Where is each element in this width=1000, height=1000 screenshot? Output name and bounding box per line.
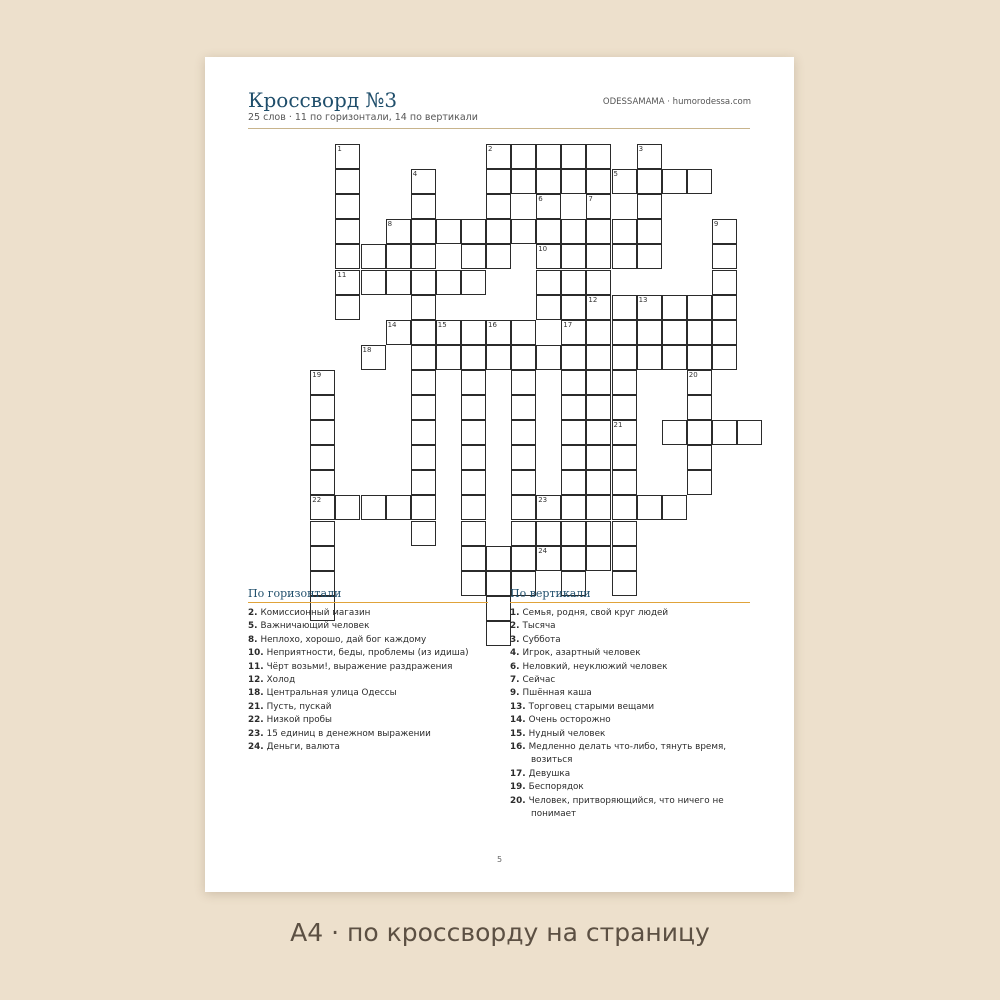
crossword-cell[interactable] <box>612 169 637 194</box>
crossword-cell[interactable] <box>561 270 586 295</box>
crossword-cell[interactable] <box>536 546 561 571</box>
clue-text: Пшённая каша <box>522 688 592 699</box>
crossword-cell[interactable] <box>411 295 436 320</box>
crossword-cell[interactable] <box>637 144 662 169</box>
across-clue <box>248 647 488 660</box>
crossword-cell[interactable] <box>712 244 737 269</box>
clue-text: Пусть, пускай <box>266 701 332 712</box>
clue-number-label: 11. <box>248 661 267 672</box>
crossword-cell[interactable] <box>712 420 737 445</box>
down-clue <box>510 607 750 620</box>
crossword-cell[interactable] <box>687 370 712 395</box>
clue-number-label: 4. <box>510 648 523 659</box>
clue-number: 7 <box>588 195 593 204</box>
clue-text: Беспорядок <box>528 782 584 793</box>
crossword-cell[interactable] <box>335 495 360 520</box>
crossword-cell[interactable] <box>411 445 436 470</box>
down-clue <box>510 687 750 700</box>
crossword-cell[interactable] <box>561 395 586 420</box>
crossword-cell[interactable] <box>612 395 637 420</box>
crossword-cell[interactable] <box>637 194 662 219</box>
crossword-cell[interactable] <box>561 219 586 244</box>
across-clue <box>248 701 488 714</box>
crossword-cell[interactable] <box>687 169 712 194</box>
crossword-cell[interactable] <box>586 470 611 495</box>
down-clue <box>510 674 750 687</box>
down-heading: По вертикали <box>510 587 750 603</box>
across-clue <box>248 728 488 741</box>
crossword-cell[interactable] <box>536 270 561 295</box>
clue-text: Сейчас <box>522 675 556 686</box>
down-clue <box>510 781 750 794</box>
clue-number: 22 <box>312 496 322 505</box>
crossword-cell[interactable] <box>612 295 637 320</box>
crossword-cell[interactable] <box>411 270 436 295</box>
crossword-cell[interactable] <box>662 345 687 370</box>
crossword-cell[interactable] <box>687 345 712 370</box>
crossword-cell[interactable] <box>561 420 586 445</box>
crossword-cell[interactable] <box>361 270 386 295</box>
crossword-cell[interactable] <box>536 169 561 194</box>
crossword-cell[interactable] <box>411 320 436 345</box>
crossword-cell[interactable] <box>335 169 360 194</box>
crossword-cell[interactable] <box>637 495 662 520</box>
crossword-cell[interactable] <box>561 295 586 320</box>
crossword-cell[interactable] <box>561 521 586 546</box>
clue-number: 10 <box>538 245 548 254</box>
crossword-cell[interactable] <box>486 546 511 571</box>
clue-text: 15 единиц в денежном выражении <box>266 728 431 739</box>
crossword-cell[interactable] <box>511 169 536 194</box>
across-clue-list <box>248 607 488 754</box>
clue-number-label: 1. <box>510 608 523 618</box>
clue-text: Тысяча <box>522 621 556 632</box>
crossword-cell[interactable] <box>411 370 436 395</box>
clue-number-label: 6. <box>510 661 523 672</box>
clue-number-label: 17. <box>510 768 529 779</box>
down-clue <box>510 795 750 822</box>
clue-text: Важничающий человек <box>260 621 370 632</box>
crossword-cell[interactable] <box>637 295 662 320</box>
down-clue <box>510 768 750 781</box>
crossword-cell[interactable] <box>612 521 637 546</box>
crossword-cell[interactable] <box>586 144 611 169</box>
crossword-cell[interactable] <box>436 345 461 370</box>
clue-number: 6 <box>538 195 543 204</box>
crossword-cell[interactable] <box>511 395 536 420</box>
crossword-cell[interactable] <box>511 144 536 169</box>
down-clue <box>510 728 750 741</box>
crossword-cell[interactable] <box>561 445 586 470</box>
down-clue <box>510 661 750 674</box>
clue-number: 24 <box>538 546 548 555</box>
crossword-cell[interactable] <box>461 445 486 470</box>
down-clue-list <box>510 607 750 822</box>
crossword-cell[interactable] <box>436 270 461 295</box>
clue-number-label: 5. <box>248 621 261 632</box>
crossword-cell[interactable] <box>335 219 360 244</box>
crossword-cell[interactable] <box>461 395 486 420</box>
clue-number: 13 <box>638 295 648 304</box>
crossword-cell[interactable] <box>436 320 461 345</box>
crossword-cell[interactable] <box>511 370 536 395</box>
clue-number-label: 2. <box>248 608 261 618</box>
crossword-cell[interactable] <box>486 169 511 194</box>
crossword-cell[interactable] <box>310 546 335 571</box>
clue-number-label: 3. <box>510 634 523 645</box>
crossword-cell[interactable] <box>637 345 662 370</box>
clue-number-label: 8. <box>248 634 261 645</box>
clue-number: 18 <box>362 345 372 354</box>
crossword-cell[interactable] <box>662 169 687 194</box>
crossword-cell[interactable] <box>561 546 586 571</box>
clue-number: 23 <box>538 496 548 505</box>
crossword-cell[interactable] <box>561 495 586 520</box>
crossword-cell[interactable] <box>712 320 737 345</box>
crossword-cell[interactable] <box>361 345 386 370</box>
page-title: Кроссворд №3 <box>248 88 398 112</box>
crossword-cell[interactable] <box>737 420 762 445</box>
crossword-cell[interactable] <box>712 345 737 370</box>
crossword-cell[interactable] <box>411 219 436 244</box>
down-clue <box>510 647 750 660</box>
crossword-cell[interactable] <box>637 320 662 345</box>
crossword-cell[interactable] <box>461 495 486 520</box>
down-clues <box>510 587 750 822</box>
crossword-cell[interactable] <box>411 244 436 269</box>
crossword-cell[interactable] <box>310 495 335 520</box>
page-subtitle: 25 слов · 11 по горизонтали, 14 по вертикали <box>248 112 478 123</box>
down-clue <box>510 701 750 714</box>
across-clue <box>248 687 488 700</box>
across-clue <box>248 661 488 674</box>
clue-number-label: 12. <box>248 675 267 686</box>
crossword-cell[interactable] <box>612 345 637 370</box>
crossword-cell[interactable] <box>436 219 461 244</box>
crossword-cell[interactable] <box>461 546 486 571</box>
crossword-cell[interactable] <box>361 244 386 269</box>
crossword-cell[interactable] <box>561 244 586 269</box>
across-clue <box>248 714 488 727</box>
crossword-cell[interactable] <box>411 470 436 495</box>
clue-number-label: 10. <box>248 648 267 659</box>
clue-number: 19 <box>312 370 322 379</box>
crossword-cell[interactable] <box>361 495 386 520</box>
crossword-cell[interactable] <box>461 270 486 295</box>
crossword-cell[interactable] <box>612 470 637 495</box>
crossword-cell[interactable] <box>335 144 360 169</box>
crossword-cell[interactable] <box>461 345 486 370</box>
across-heading: По горизонтали <box>248 587 488 603</box>
clue-text: Человек, притворяющийся, что ничего не понимает <box>528 795 724 820</box>
clue-number: 2 <box>488 145 493 153</box>
clue-number-label: 13. <box>510 701 529 712</box>
crossword-cell[interactable] <box>335 244 360 269</box>
crossword-cell[interactable] <box>461 244 486 269</box>
crossword-cell[interactable] <box>687 420 712 445</box>
across-clues <box>248 587 488 754</box>
crossword-cell[interactable] <box>486 621 511 646</box>
crossword-cell[interactable] <box>637 169 662 194</box>
clue-number: 21 <box>613 421 623 430</box>
crossword-cell[interactable] <box>411 495 436 520</box>
crossword-cell[interactable] <box>586 370 611 395</box>
crossword-cell[interactable] <box>486 219 511 244</box>
crossword-cell[interactable] <box>461 420 486 445</box>
crossword-cell[interactable] <box>386 320 411 345</box>
crossword-cell[interactable] <box>411 420 436 445</box>
crossword-cell[interactable] <box>386 495 411 520</box>
crossword-cell[interactable] <box>637 219 662 244</box>
clue-text: Чёрт возьми!, выражение раздражения <box>266 661 453 672</box>
crossword-cell[interactable] <box>662 295 687 320</box>
crossword-cell[interactable] <box>586 295 611 320</box>
clue-number: 1 <box>337 145 342 153</box>
crossword-cell[interactable] <box>386 219 411 244</box>
crossword-cell[interactable] <box>511 445 536 470</box>
clue-number-label: 15. <box>510 728 529 739</box>
crossword-cell[interactable] <box>612 244 637 269</box>
clue-number: 16 <box>488 320 497 329</box>
clue-text: Нудный человек <box>528 728 606 739</box>
crossword-cell[interactable] <box>586 219 611 244</box>
crossword-cell[interactable] <box>612 219 637 244</box>
crossword-cell[interactable] <box>310 521 335 546</box>
clue-number: 20 <box>688 370 698 379</box>
crossword-cell[interactable] <box>310 445 335 470</box>
crossword-cell[interactable] <box>461 370 486 395</box>
down-clue <box>510 620 750 633</box>
crossword-cell[interactable] <box>586 445 611 470</box>
clue-number: 17 <box>563 320 573 329</box>
clue-number: 15 <box>437 320 447 329</box>
crossword-cell[interactable] <box>411 345 436 370</box>
crossword-cell[interactable] <box>310 370 335 395</box>
crossword-cell[interactable] <box>486 244 511 269</box>
crossword-cell[interactable] <box>687 445 712 470</box>
clue-number-label: 7. <box>510 675 523 686</box>
crossword-cell[interactable] <box>687 320 712 345</box>
crossword-cell[interactable] <box>511 495 536 520</box>
clue-number: 12 <box>588 295 598 304</box>
crossword-cell[interactable] <box>612 495 637 520</box>
crossword-cell[interactable] <box>612 420 637 445</box>
crossword-cell[interactable] <box>612 445 637 470</box>
crossword-cell[interactable] <box>586 244 611 269</box>
clue-number-label: 23. <box>248 728 267 739</box>
crossword-cell[interactable] <box>586 546 611 571</box>
crossword-cell[interactable] <box>411 395 436 420</box>
clue-number-label: 2. <box>510 621 523 632</box>
crossword-cell[interactable] <box>411 521 436 546</box>
crossword-cell[interactable] <box>310 420 335 445</box>
clue-number-label: 18. <box>248 688 267 699</box>
clue-text: Семья, родня, свой круг людей <box>522 608 669 618</box>
across-clue <box>248 634 488 647</box>
clue-number: 4 <box>412 170 418 179</box>
clue-number: 14 <box>387 320 397 329</box>
crossword-cell[interactable] <box>536 194 561 219</box>
crossword-cell[interactable] <box>712 219 737 244</box>
crossword-cell[interactable] <box>461 470 486 495</box>
across-clue <box>248 607 488 620</box>
caption: А4 · по кроссворду на страницу <box>290 918 710 947</box>
crossword-cell[interactable] <box>561 470 586 495</box>
crossword-cell[interactable] <box>536 345 561 370</box>
clue-number: 8 <box>387 220 393 229</box>
across-clue <box>248 620 488 633</box>
crossword-cell[interactable] <box>411 169 436 194</box>
crossword-cell[interactable] <box>586 495 611 520</box>
crossword-cell[interactable] <box>561 370 586 395</box>
crossword-cell[interactable] <box>612 370 637 395</box>
clue-text: Холод <box>266 675 296 686</box>
crossword-cell[interactable] <box>612 320 637 345</box>
crossword-cell[interactable] <box>486 571 511 596</box>
down-clue <box>510 714 750 727</box>
clue-number-label: 21. <box>248 701 267 712</box>
crossword-cell[interactable] <box>486 320 511 345</box>
crossword-cell[interactable] <box>536 295 561 320</box>
clue-text: Торговец старыми вещами <box>528 701 655 712</box>
clue-text: Неловкий, неуклюжий человек <box>522 661 668 672</box>
down-clue <box>510 741 750 768</box>
crossword-cell[interactable] <box>536 219 561 244</box>
clue-text: Суббота <box>522 634 561 645</box>
clue-text: Игрок, азартный человек <box>522 648 641 659</box>
crossword-cell[interactable] <box>335 295 360 320</box>
clue-text: Неплохо, хорошо, дай бог каждому <box>260 634 427 645</box>
crossword-cell[interactable] <box>561 144 586 169</box>
clue-number-label: 22. <box>248 715 267 726</box>
crossword-cell[interactable] <box>561 320 586 345</box>
crossword-cell[interactable] <box>461 219 486 244</box>
clue-text: Очень осторожно <box>528 715 611 726</box>
crossword-cell[interactable] <box>335 270 360 295</box>
clue-number-label: 19. <box>510 782 529 793</box>
down-clue <box>510 634 750 647</box>
crossword-cell[interactable] <box>310 395 335 420</box>
crossword-cell[interactable] <box>586 420 611 445</box>
crossword-cell[interactable] <box>386 270 411 295</box>
crossword-cell[interactable] <box>511 546 536 571</box>
crossword-cell[interactable] <box>511 345 536 370</box>
crossword-cell[interactable] <box>310 470 335 495</box>
crossword-cell[interactable] <box>511 521 536 546</box>
crossword-cell[interactable] <box>486 144 511 169</box>
clue-number-label: 20. <box>510 795 529 806</box>
crossword-cell[interactable] <box>662 320 687 345</box>
crossword-cell[interactable] <box>586 345 611 370</box>
clue-number: 3 <box>638 145 644 153</box>
crossword-cell[interactable] <box>561 345 586 370</box>
clue-number: 5 <box>613 170 618 179</box>
clue-number-label: 9. <box>510 688 523 699</box>
crossword-cell[interactable] <box>536 144 561 169</box>
crossword-cell[interactable] <box>536 521 561 546</box>
clue-number-label: 24. <box>248 742 267 753</box>
clue-number: 9 <box>713 220 719 229</box>
crossword-cell[interactable] <box>411 194 436 219</box>
clue-text: Неприятности, беды, проблемы (из идиша) <box>266 648 469 659</box>
clue-text: Медленно делать что-либо, тянуть время, возиться <box>528 742 727 766</box>
crossword-cell[interactable] <box>511 470 536 495</box>
crossword-cell[interactable] <box>687 295 712 320</box>
across-clue <box>248 741 488 754</box>
crossword-cell[interactable] <box>586 395 611 420</box>
clue-number-label: 16. <box>510 742 529 753</box>
crossword-cell[interactable] <box>511 219 536 244</box>
crossword-cell[interactable] <box>486 345 511 370</box>
crossword-cell[interactable] <box>637 244 662 269</box>
clue-text: Низкой пробы <box>266 715 332 726</box>
across-clue <box>248 674 488 687</box>
crossword-cell[interactable] <box>712 270 737 295</box>
clue-text: Центральная улица Одессы <box>266 688 397 699</box>
crossword-cell[interactable] <box>486 596 511 621</box>
crossword-cell[interactable] <box>586 320 611 345</box>
crossword-cell[interactable] <box>586 194 611 219</box>
crossword-cell[interactable] <box>536 495 561 520</box>
crossword-cell[interactable] <box>586 270 611 295</box>
crossword-cell[interactable] <box>486 194 511 219</box>
crossword-cell[interactable] <box>511 320 536 345</box>
crossword-cell[interactable] <box>662 495 687 520</box>
clue-number-label: 14. <box>510 715 529 726</box>
crossword-grid <box>205 57 794 577</box>
clue-text: Девушка <box>528 768 571 779</box>
crossword-cell[interactable] <box>687 395 712 420</box>
brand-label: ODESSAMAMA · humorodessa.com <box>602 97 751 107</box>
clue-text: Деньги, валюта <box>266 742 340 753</box>
crossword-cell[interactable] <box>662 420 687 445</box>
crossword-cell[interactable] <box>712 295 737 320</box>
crossword-cell[interactable] <box>687 470 712 495</box>
clue-text: Комиссионный магазин <box>260 608 371 618</box>
crossword-page <box>205 57 794 892</box>
crossword-cell[interactable] <box>511 420 536 445</box>
crossword-cell[interactable] <box>461 320 486 345</box>
crossword-cell[interactable] <box>386 244 411 269</box>
page-number: 5 <box>496 855 503 864</box>
crossword-cell[interactable] <box>561 169 586 194</box>
crossword-cell[interactable] <box>586 169 611 194</box>
crossword-cell[interactable] <box>612 546 637 571</box>
crossword-cell[interactable] <box>335 194 360 219</box>
crossword-cell[interactable] <box>586 521 611 546</box>
clue-number: 11 <box>337 270 347 279</box>
crossword-cell[interactable] <box>461 521 486 546</box>
crossword-cell[interactable] <box>536 244 561 269</box>
